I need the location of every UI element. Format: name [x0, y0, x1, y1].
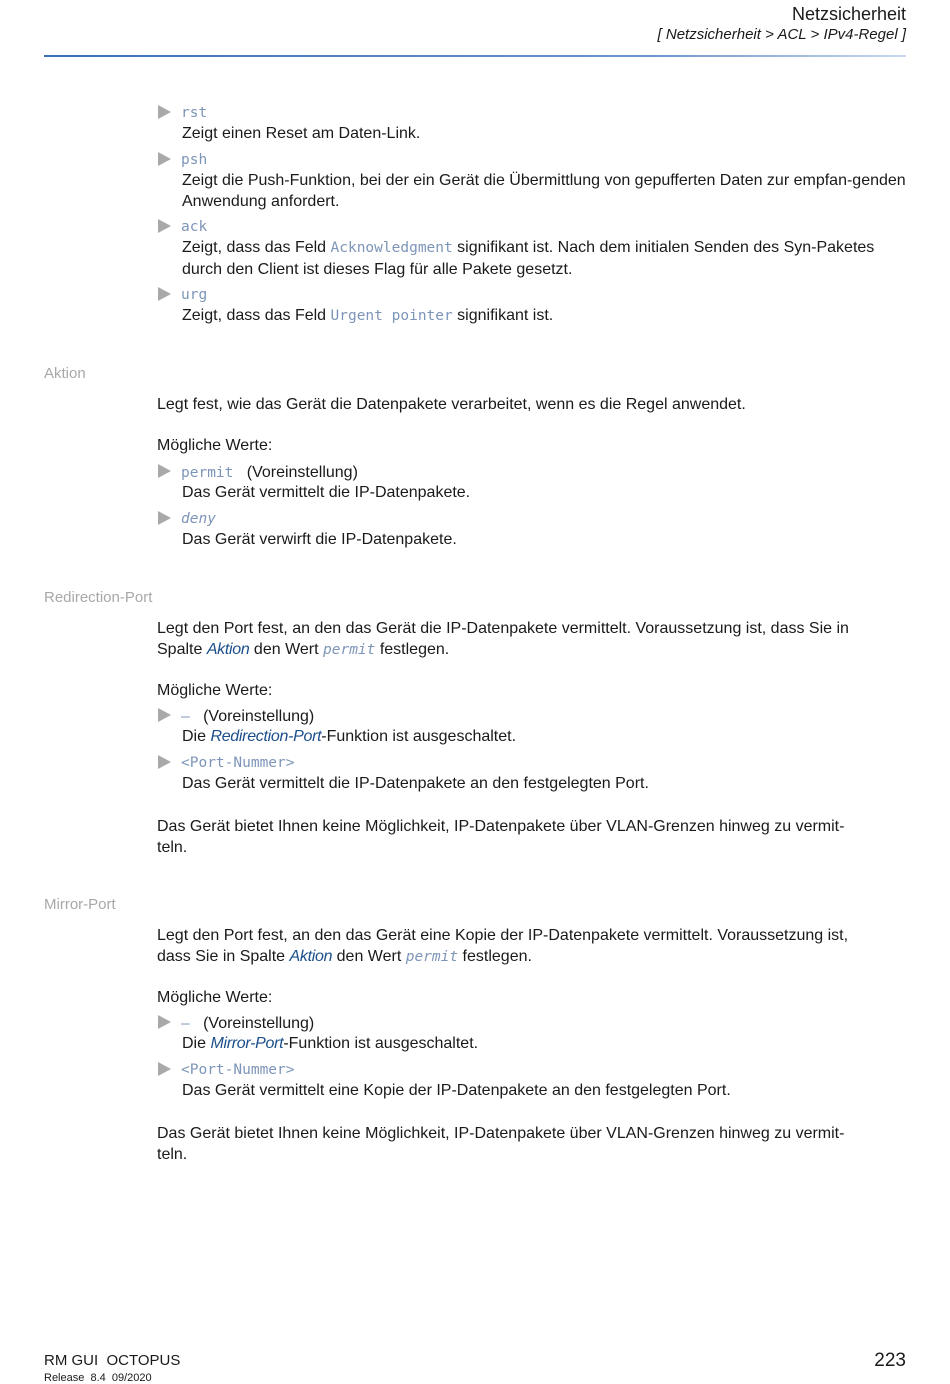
- desc-text: Die: [182, 1035, 211, 1052]
- flag-value: urg: [181, 287, 208, 303]
- redirection-values-heading: Mögliche Werte:: [157, 682, 273, 699]
- option-description: [182, 726, 908, 747]
- option-value: [181, 462, 358, 484]
- flag-description: [182, 237, 908, 280]
- field-name-code: Urgent pointer: [330, 308, 453, 324]
- flag-description: [182, 305, 908, 327]
- bullet-triangle-icon: [158, 464, 171, 478]
- option-description: Das Gerät vermittelt die IP-Datenpakete an den festgelegten Port.: [182, 775, 649, 792]
- intro-text: festlegen.: [458, 948, 532, 965]
- gui-reference: Redirection-Port: [210, 728, 322, 745]
- redirection-intro: [157, 618, 907, 661]
- default-note: (Voreinstellung): [203, 1015, 315, 1032]
- redirection-note: [157, 816, 907, 858]
- parameter-label-redirection-port: Redirection-Port: [44, 589, 153, 606]
- note-line: teln.: [157, 839, 188, 856]
- intro-line: [157, 639, 907, 661]
- option-description: Das Gerät vermittelt die IP-Datenpakete.: [182, 484, 471, 501]
- aktion-intro: Legt fest, wie das Gerät die Datenpakete verarbeitet, wenn es die Regel anwendet.: [157, 396, 746, 413]
- release-info: Release 8.4 09/2020: [44, 1372, 152, 1384]
- flag-value: psh: [181, 152, 208, 168]
- desc-text: signifikant ist.: [452, 307, 554, 324]
- bullet-triangle-icon: [158, 511, 171, 525]
- flag-value: ack: [181, 219, 208, 235]
- option-code: <Port-Nummer>: [181, 1062, 295, 1078]
- bullet-triangle-icon: [158, 755, 171, 769]
- value-code: permit: [323, 642, 376, 658]
- section-title: Netzsicherheit: [791, 4, 906, 24]
- option-code: –: [181, 709, 190, 725]
- bullet-triangle-icon: [158, 105, 171, 119]
- intro-text: Spalte: [157, 641, 207, 658]
- intro-line: Legt den Port fest, an den das Gerät die IP-Datenpakete vermittelt. Voraussetzung ist, dass Sie in: [157, 620, 849, 637]
- gui-reference: Aktion: [206, 641, 250, 658]
- breadcrumb: [ Netzsicherheit > ACL > IPv4-Regel ]: [657, 26, 906, 43]
- bullet-triangle-icon: [158, 708, 171, 722]
- intro-text: den Wert: [332, 948, 406, 965]
- desc-text: Zeigt, dass das Feld: [182, 239, 331, 256]
- intro-text: den Wert: [249, 641, 323, 658]
- bullet-triangle-icon: [158, 1015, 171, 1029]
- intro-line: [157, 946, 907, 968]
- default-note: (Voreinstellung): [203, 708, 315, 725]
- option-description: [182, 1033, 908, 1054]
- option-description: Das Gerät vermittelt eine Kopie der IP-Datenpakete an den festgelegten Port.: [182, 1082, 731, 1099]
- note-line: Das Gerät bietet Ihnen keine Möglichkeit, IP-Datenpakete über VLAN-Grenzen hinweg zu vermit-: [157, 818, 845, 835]
- value-code: permit: [405, 949, 459, 965]
- note-line: teln.: [157, 1146, 188, 1163]
- flag-description: Zeigt die Push-Funktion, bei der ein Gerät die Übermittlung von gepufferten Daten zur empfan-genden Anwendung anfordert.: [182, 172, 906, 210]
- bullet-triangle-icon: [158, 219, 171, 233]
- default-note: (Voreinstellung): [246, 464, 358, 481]
- flag-value: rst: [181, 105, 208, 121]
- mirror-values-heading: Mögliche Werte:: [157, 989, 273, 1006]
- page-header: [44, 0, 906, 60]
- intro-text: dass Sie in Spalte: [157, 948, 290, 965]
- desc-text: signifikant ist. Nach dem initialen Senden des Syn-Paketes durch den Client ist dieses Flag für alle Pakete gesetzt.: [182, 239, 875, 278]
- bullet-triangle-icon: [158, 1062, 171, 1076]
- option-value: [181, 706, 314, 728]
- gui-reference: Mirror-Port: [210, 1035, 284, 1052]
- option-code: deny: [181, 511, 216, 527]
- parameter-label-mirror-port: Mirror-Port: [44, 896, 116, 913]
- gui-reference: Aktion: [289, 948, 333, 965]
- desc-text: -Funktion ist ausgeschaltet.: [321, 728, 517, 745]
- intro-line: Legt den Port fest, an den das Gerät eine Kopie der IP-Datenpakete vermittelt. Voraussetzung ist,: [157, 927, 849, 944]
- product-name: RM GUI OCTOPUS: [44, 1352, 181, 1369]
- parameter-label-aktion: Aktion: [44, 365, 86, 382]
- intro-text: festlegen.: [375, 641, 450, 658]
- page-number: 223: [874, 1350, 906, 1371]
- option-value: [181, 1013, 314, 1035]
- aktion-values-heading: Mögliche Werte:: [157, 437, 273, 454]
- bullet-triangle-icon: [158, 287, 171, 301]
- mirror-note: [157, 1123, 907, 1165]
- note-line: Das Gerät bietet Ihnen keine Möglichkeit, IP-Datenpakete über VLAN-Grenzen hinweg zu vermit-: [157, 1125, 845, 1142]
- header-divider: [44, 55, 906, 57]
- option-description: Das Gerät verwirft die IP-Datenpakete.: [182, 531, 457, 548]
- option-code: <Port-Nummer>: [181, 755, 295, 771]
- desc-text: Zeigt, dass das Feld: [182, 307, 331, 324]
- bullet-triangle-icon: [158, 152, 171, 166]
- option-code: permit: [181, 465, 234, 481]
- option-code: –: [181, 1016, 190, 1032]
- flag-description: Zeigt einen Reset am Daten-Link.: [182, 125, 421, 142]
- desc-text: -Funktion ist ausgeschaltet.: [283, 1035, 479, 1052]
- field-name-code: Acknowledgment: [330, 240, 453, 256]
- mirror-intro: [157, 925, 907, 968]
- desc-text: Die: [182, 728, 211, 745]
